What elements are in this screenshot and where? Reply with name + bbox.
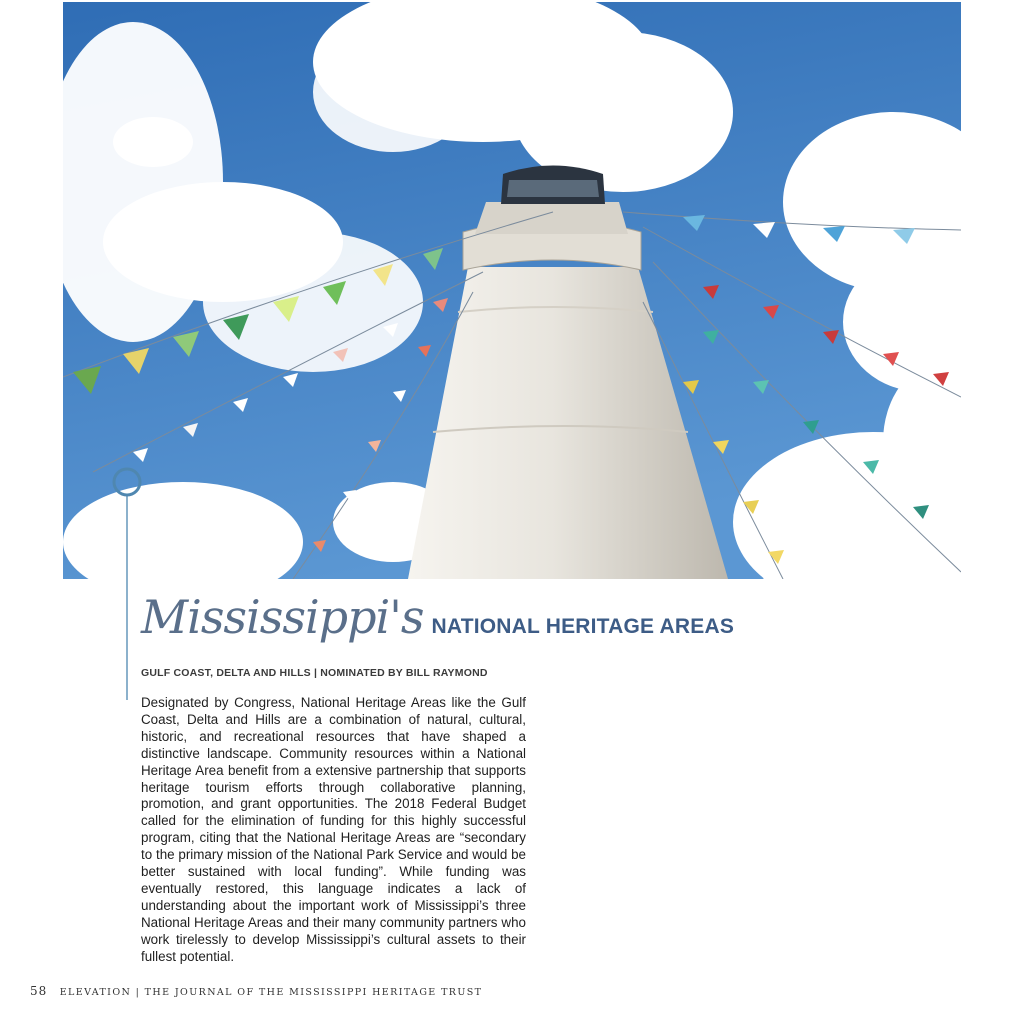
article-title — [141, 590, 734, 660]
publication-name: ELEVATION | THE JOURNAL OF THE MISSISSIPPI HERITAGE TRUST — [59, 987, 483, 998]
page-footer — [30, 984, 482, 998]
article-body: Designated by Congress, National Heritage Areas like the Gulf Coast, Delta and Hills are a combination of natural, cultural, historic, and recreational resources that have shaped a distinctive landscape. Community resources within a National Heritage Area benefit from a extensive partnership that supports heritage tourism efforts through collaborative planning, promotion, and grant opportunities. The 2018 Federal Budget called for the elimination of funding for this highly successful program, citing that the National Heritage Areas are “secondary to the primary mission of the National Park Service and would be better sustained with local funding”. While funding was eventually restored, this language indicates a lack of understanding about the important work of Mississippi’s three National Heritage Areas and their many community partners who work tirelessly to develop Mississippi’s cultural assets to their fullest potential. — [141, 695, 526, 964]
article-subline: GULF COAST, DELTA AND HILLS | NOMINATED BY BILL RAYMOND — [141, 667, 488, 679]
page-number: 58 — [30, 984, 48, 998]
title-heading: NATIONAL HERITAGE AREAS — [431, 615, 735, 638]
lighthouse-photo — [63, 2, 961, 579]
title-script: Mississippi's — [141, 590, 424, 644]
